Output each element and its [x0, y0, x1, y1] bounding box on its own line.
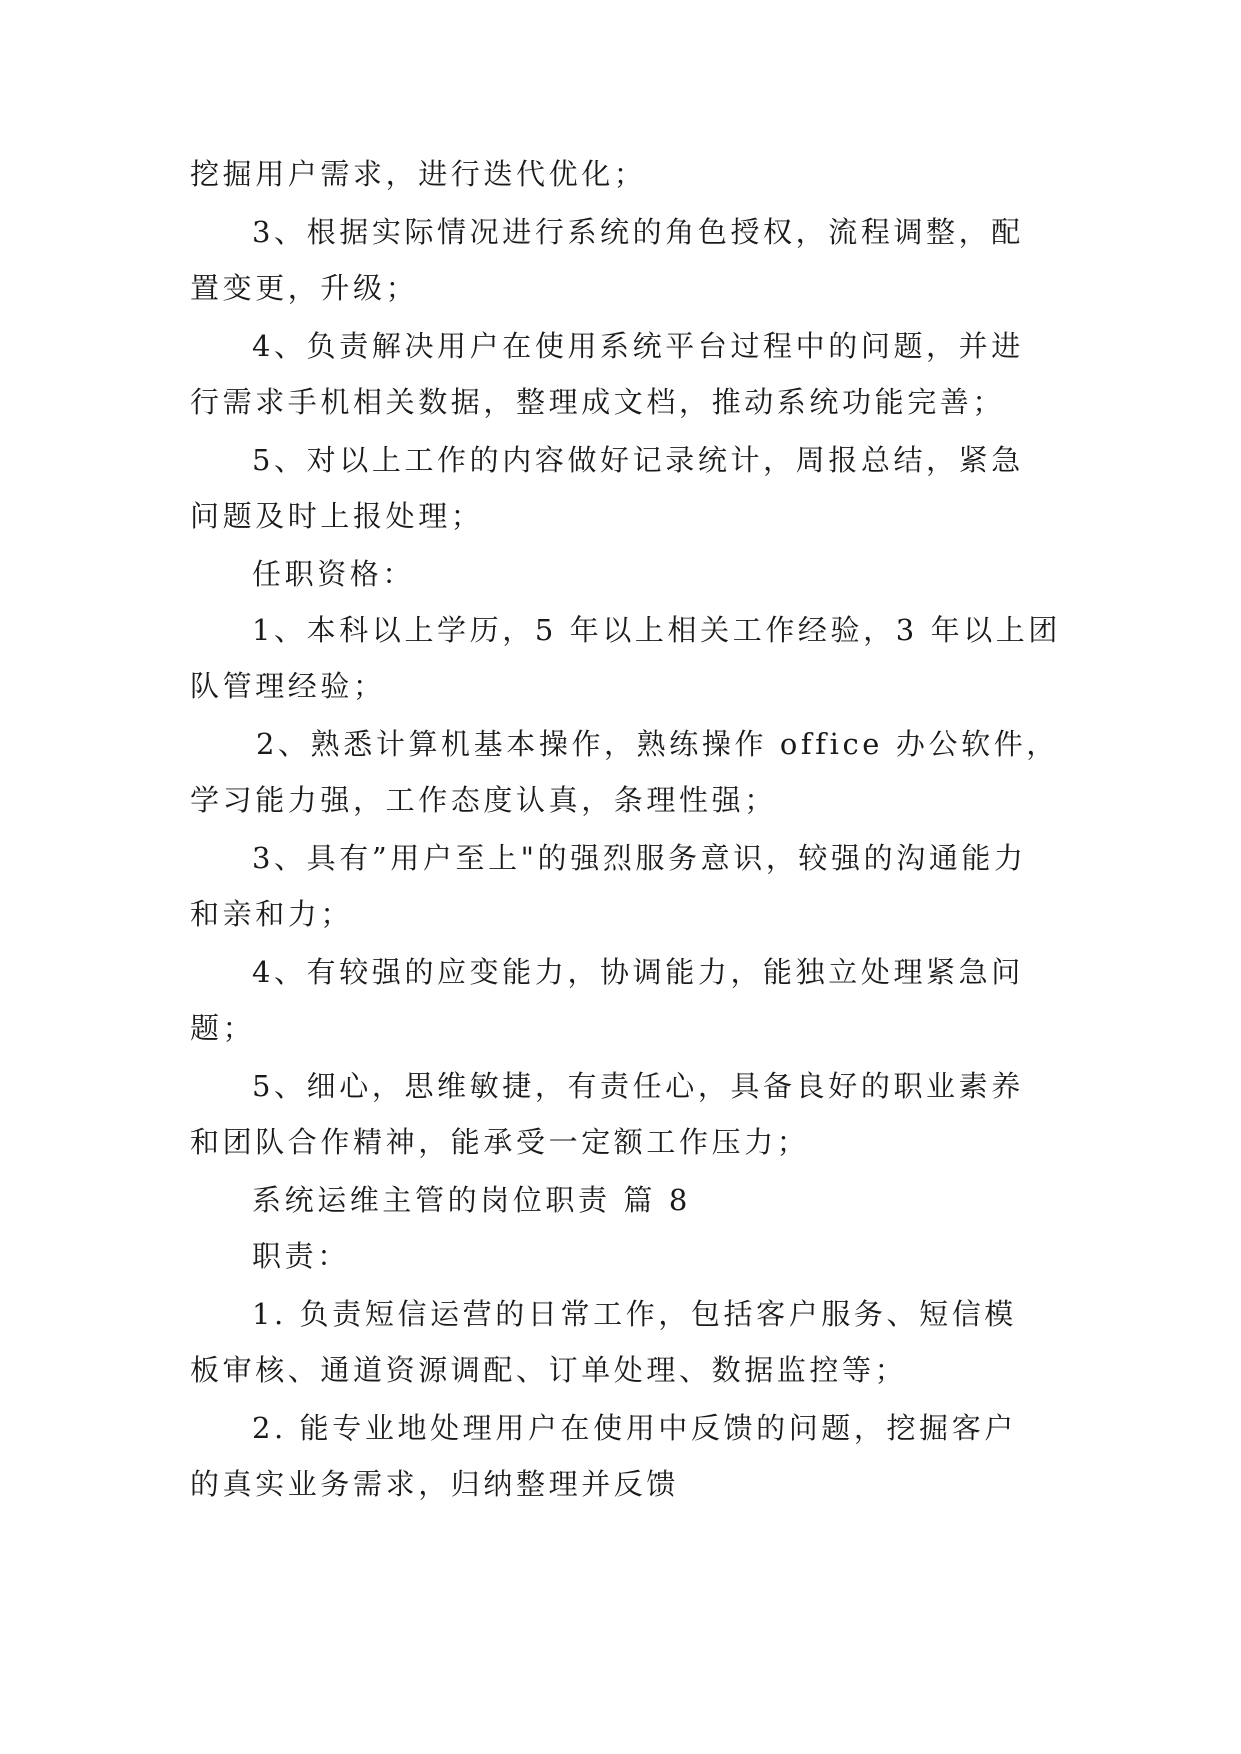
text-line-23: 2. 能专业地处理用户在使用中反馈的问题，挖掘客户: [252, 1411, 1017, 1445]
text-line-24: 的真实业务需求，归纳整理并反馈: [190, 1467, 680, 1501]
section-heading-duties: 职责：: [252, 1239, 350, 1273]
section-heading-qualifications: 任职资格：: [252, 557, 416, 591]
text-line-14: 和亲和力；: [190, 897, 354, 931]
text-line-6: 5、对以上工作的内容做好记录统计，周报总结，紧急: [252, 443, 1024, 477]
text-line-10: 队管理经验；: [190, 669, 386, 703]
text-line-12: 学习能力强，工作态度认真，条理性强；: [190, 783, 777, 817]
text-line-5: 行需求手机相关数据，整理成文档，推动系统功能完善；: [190, 385, 1006, 419]
text-line-21: 1. 负责短信运营的日常工作，包括客户服务、短信模: [252, 1297, 1017, 1331]
text-line-2: 3、根据实际情况进行系统的角色授权，流程调整，配: [252, 215, 1024, 249]
text-line-9: 1、本科以上学历，5 年以上相关工作经验，3 年以上团: [252, 613, 1061, 647]
text-line-4: 4、负责解决用户在使用系统平台过程中的问题，并进: [252, 329, 1024, 363]
text-line-18: 和团队合作精神，能承受一定额工作压力；: [190, 1125, 810, 1159]
text-line-16: 题；: [190, 1011, 256, 1045]
text-line-13: 3、具有”用户至上"的强烈服务意识，较强的沟通能力: [252, 841, 1027, 875]
text-line-15: 4、有较强的应变能力，协调能力，能独立处理紧急问: [252, 955, 1024, 989]
text-line-17: 5、细心，思维敏捷，有责任心，具备良好的职业素养: [252, 1069, 1024, 1103]
text-line-11: 2、熟悉计算机基本操作，熟练操作 office 办公软件，: [256, 727, 1059, 761]
text-line-22: 板审核、通道资源调配、订单处理、数据监控等；: [190, 1353, 908, 1387]
text-line-1: 挖掘用户需求，进行迭代优化；: [190, 157, 647, 191]
section-heading-article-8: 系统运维主管的岗位职责 篇 8: [252, 1183, 691, 1217]
text-line-3: 置变更，升级；: [190, 271, 419, 305]
text-line-7: 问题及时上报处理；: [190, 499, 484, 533]
